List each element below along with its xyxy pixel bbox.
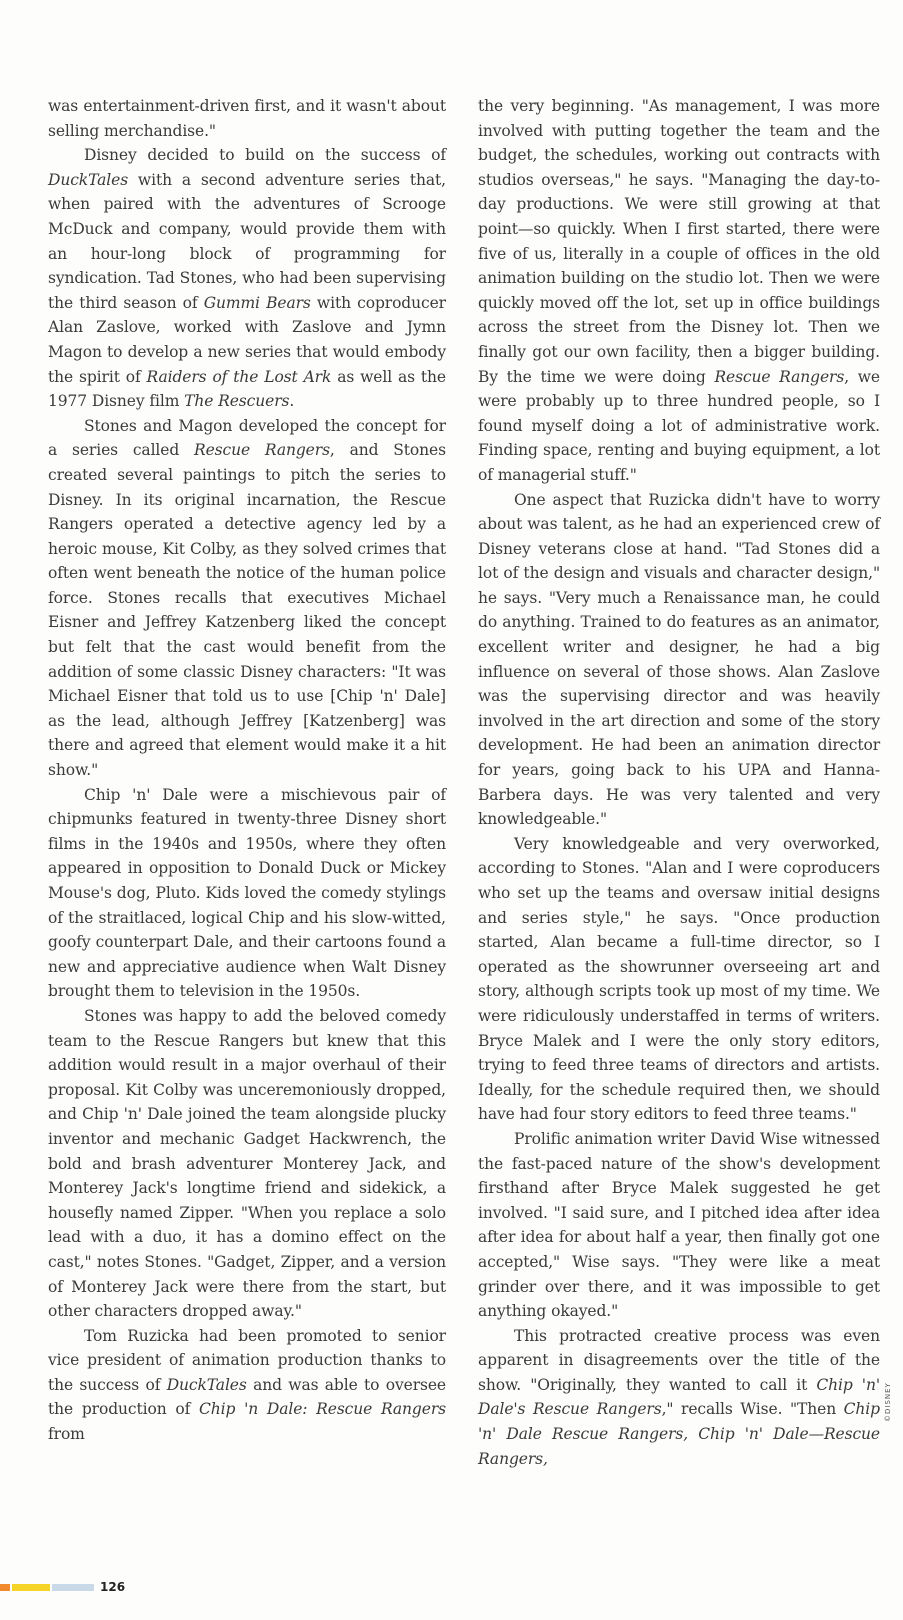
paragraph	[48, 143, 446, 414]
text-run: , we were probably up to three hundred people, so I found myself doing a lot of administrative work. Finding space, renting and buying equipment, a lot of managerial stuff."	[478, 367, 880, 484]
text-run: Stones was happy to add the beloved comedy team to the Rescue Rangers but knew that this addition would result in a major overhaul of their proposal. Kit Colby was unceremoniously dropped, and Chip 'n' Dale joined the team alongside plucky inventor and mechanic Gadget Hackwrench, the bold and brash adventurer Monterey Jack, and Monterey Jack's longtime friend and sidekick, a housefly named Zipper. "When you replace a solo lead with a duo, it has a domino effect on the cast," notes Stones. "Gadget, Zipper, and a version of Monterey Jack were there from the start, but other characters dropped away."	[48, 1006, 446, 1321]
italic-title: DuckTales	[48, 170, 129, 189]
paragraph	[478, 94, 880, 488]
text-run: Disney decided to build on the success of	[84, 146, 446, 165]
text-run: the very beginning. "As management, I was more involved with putting together the team and the budget, the schedules, working out contracts with studios overseas," he says. "Managing the day-to-day productions. We were still growing at that point—so quickly. When I first started, there were five of us, literally in a couple of offices in the old animation building on the studio lot. Then we were quickly moved off the lot, set up in office buildings across the street from the Disney lot. Then we finally got our own facility, then a bigger building. By the time we were doing	[478, 97, 880, 386]
text-run: Prolific animation writer David Wise witnessed the fast-paced nature of the show's development firsthand after Bryce Malek suggested he get involved. "I said sure, and I pitched idea after idea after idea for about half a year, then finally got one accepted," Wise says. "They were like a meat grinder over there, and it was impossible to get anything okayed."	[478, 1129, 880, 1321]
italic-title: Chip 'n' Dale's Rescue Rangers	[478, 1375, 880, 1419]
text-run: Chip 'n' Dale were a mischievous pair of chipmunks featured in twenty-three Disney short films in the 1940s and 1950s, where they often appeared in opposition to Donald Duck or Mickey Mouse's dog, Pluto. Kids loved the comedy stylings of the straitlaced, logical Chip and his slow-witted, goofy counterpart Dale, and their cartoons found a new and appreciative audience when Walt Disney brought them to television in the 1950s.	[48, 785, 446, 1001]
italic-title: Rescue Rangers	[194, 441, 330, 460]
text-run: ," recalls Wise. "Then	[661, 1400, 844, 1419]
italic-title: DuckTales	[166, 1375, 247, 1394]
paragraph	[478, 832, 880, 1127]
paragraph	[48, 94, 446, 143]
left-column	[48, 94, 446, 1447]
right-column	[478, 94, 880, 1471]
footer-color-bar	[0, 1584, 10, 1591]
page-number: 126	[100, 1580, 126, 1594]
paragraph	[48, 783, 446, 1004]
italic-title: Chip 'n' Dale Rescue Rangers, Chip 'n' Dale—Rescue Rangers,	[478, 1400, 880, 1468]
text-run: and was able to oversee the production of	[48, 1375, 447, 1419]
text-run: This protracted creative process was even apparent in disagreements over the title of the show. "Originally, they wanted to call it	[478, 1326, 880, 1394]
italic-title: The Rescuers	[184, 392, 290, 411]
paragraph	[478, 1127, 880, 1324]
photo-credit: ©DISNEY	[884, 1382, 892, 1422]
text-run: Tom Ruzicka had been promoted to senior vice president of animation production thanks to the success of	[48, 1326, 446, 1394]
footer-color-bar	[52, 1584, 94, 1591]
text-run: Very knowledgeable and very overworked, according to Stones. "Alan and I were coproducers who set up the teams and oversaw initial designs and series style," he says. "Once production started, Alan became a full-time director, so I operated as the showrunner overseeing art and story, although scripts took up most of my time. We were ridiculously understaffed in terms of writers. Bryce Malek and I were the only story editors, trying to feed three teams of directors and artists. Ideally, for the schedule required then, we should have had four story editors to feed three teams."	[478, 834, 880, 1124]
text-run: One aspect that Ruzicka didn't have to worry about was talent, as he had an experienced crew of Disney veterans close at hand. "Tad Stones did a lot of the design and visuals and character design," he says. "Very much a Renaissance man, he could do anything. Trained to do features as an animator, excellent writer and designer, he had a big influence on several of those shows. Alan Zaslove was the supervising director and was heavily involved in the art direction and some of the story development. He had been an animation director for years, going back to his UPA and Hanna-Barbera days. He was very talented and very knowledgeable."	[478, 490, 880, 829]
text-run: Stones and Magon developed the concept for a series called	[48, 416, 446, 460]
italic-title: Rescue Rangers	[714, 367, 845, 386]
text-run: with a second adventure series that, when paired with the adventures of Scrooge McDuck and company, would provide them with an hour-long block of programming for syndication. Tad Stones, who had been supervising the third season of	[48, 170, 446, 312]
page-footer	[0, 1580, 140, 1594]
text-run: .	[289, 392, 295, 411]
paragraph	[48, 1004, 446, 1324]
text-run: from	[48, 1425, 85, 1444]
text-run: as well as the 1977 Disney film	[48, 367, 446, 411]
paragraph	[48, 1324, 446, 1447]
text-run: was entertainment-driven first, and it wasn't about selling merchandise."	[48, 97, 446, 140]
italic-title: Raiders of the Lost Ark	[146, 367, 332, 386]
paragraph	[48, 414, 446, 783]
footer-color-bar	[12, 1584, 50, 1591]
italic-title: Chip 'n Dale: Rescue Rangers	[199, 1400, 446, 1419]
italic-title: Gummi Bears	[203, 293, 311, 312]
text-run: , and Stones created several paintings to pitch the series to Disney. In its original incarnation, the Rescue Rangers operated a detective agency led by a heroic mouse, Kit Colby, as they solved crimes that often went beneath the notice of the human police force. Stones recalls that executives Michael Eisner and Jeffrey Katzenberg liked the concept but felt that the cast would benefit from the addition of some classic Disney characters: "It was Michael Eisner that told us to use [Chip 'n' Dale] as the lead, although Jeffrey [Katzenberg] was there and agreed that element would make it a hit show."	[48, 441, 446, 780]
paragraph	[478, 488, 880, 832]
text-run: with coproducer Alan Zaslove, worked with Zaslove and Jymn Magon to develop a new series that would embody the spirit of	[48, 293, 446, 386]
paragraph	[478, 1324, 880, 1472]
